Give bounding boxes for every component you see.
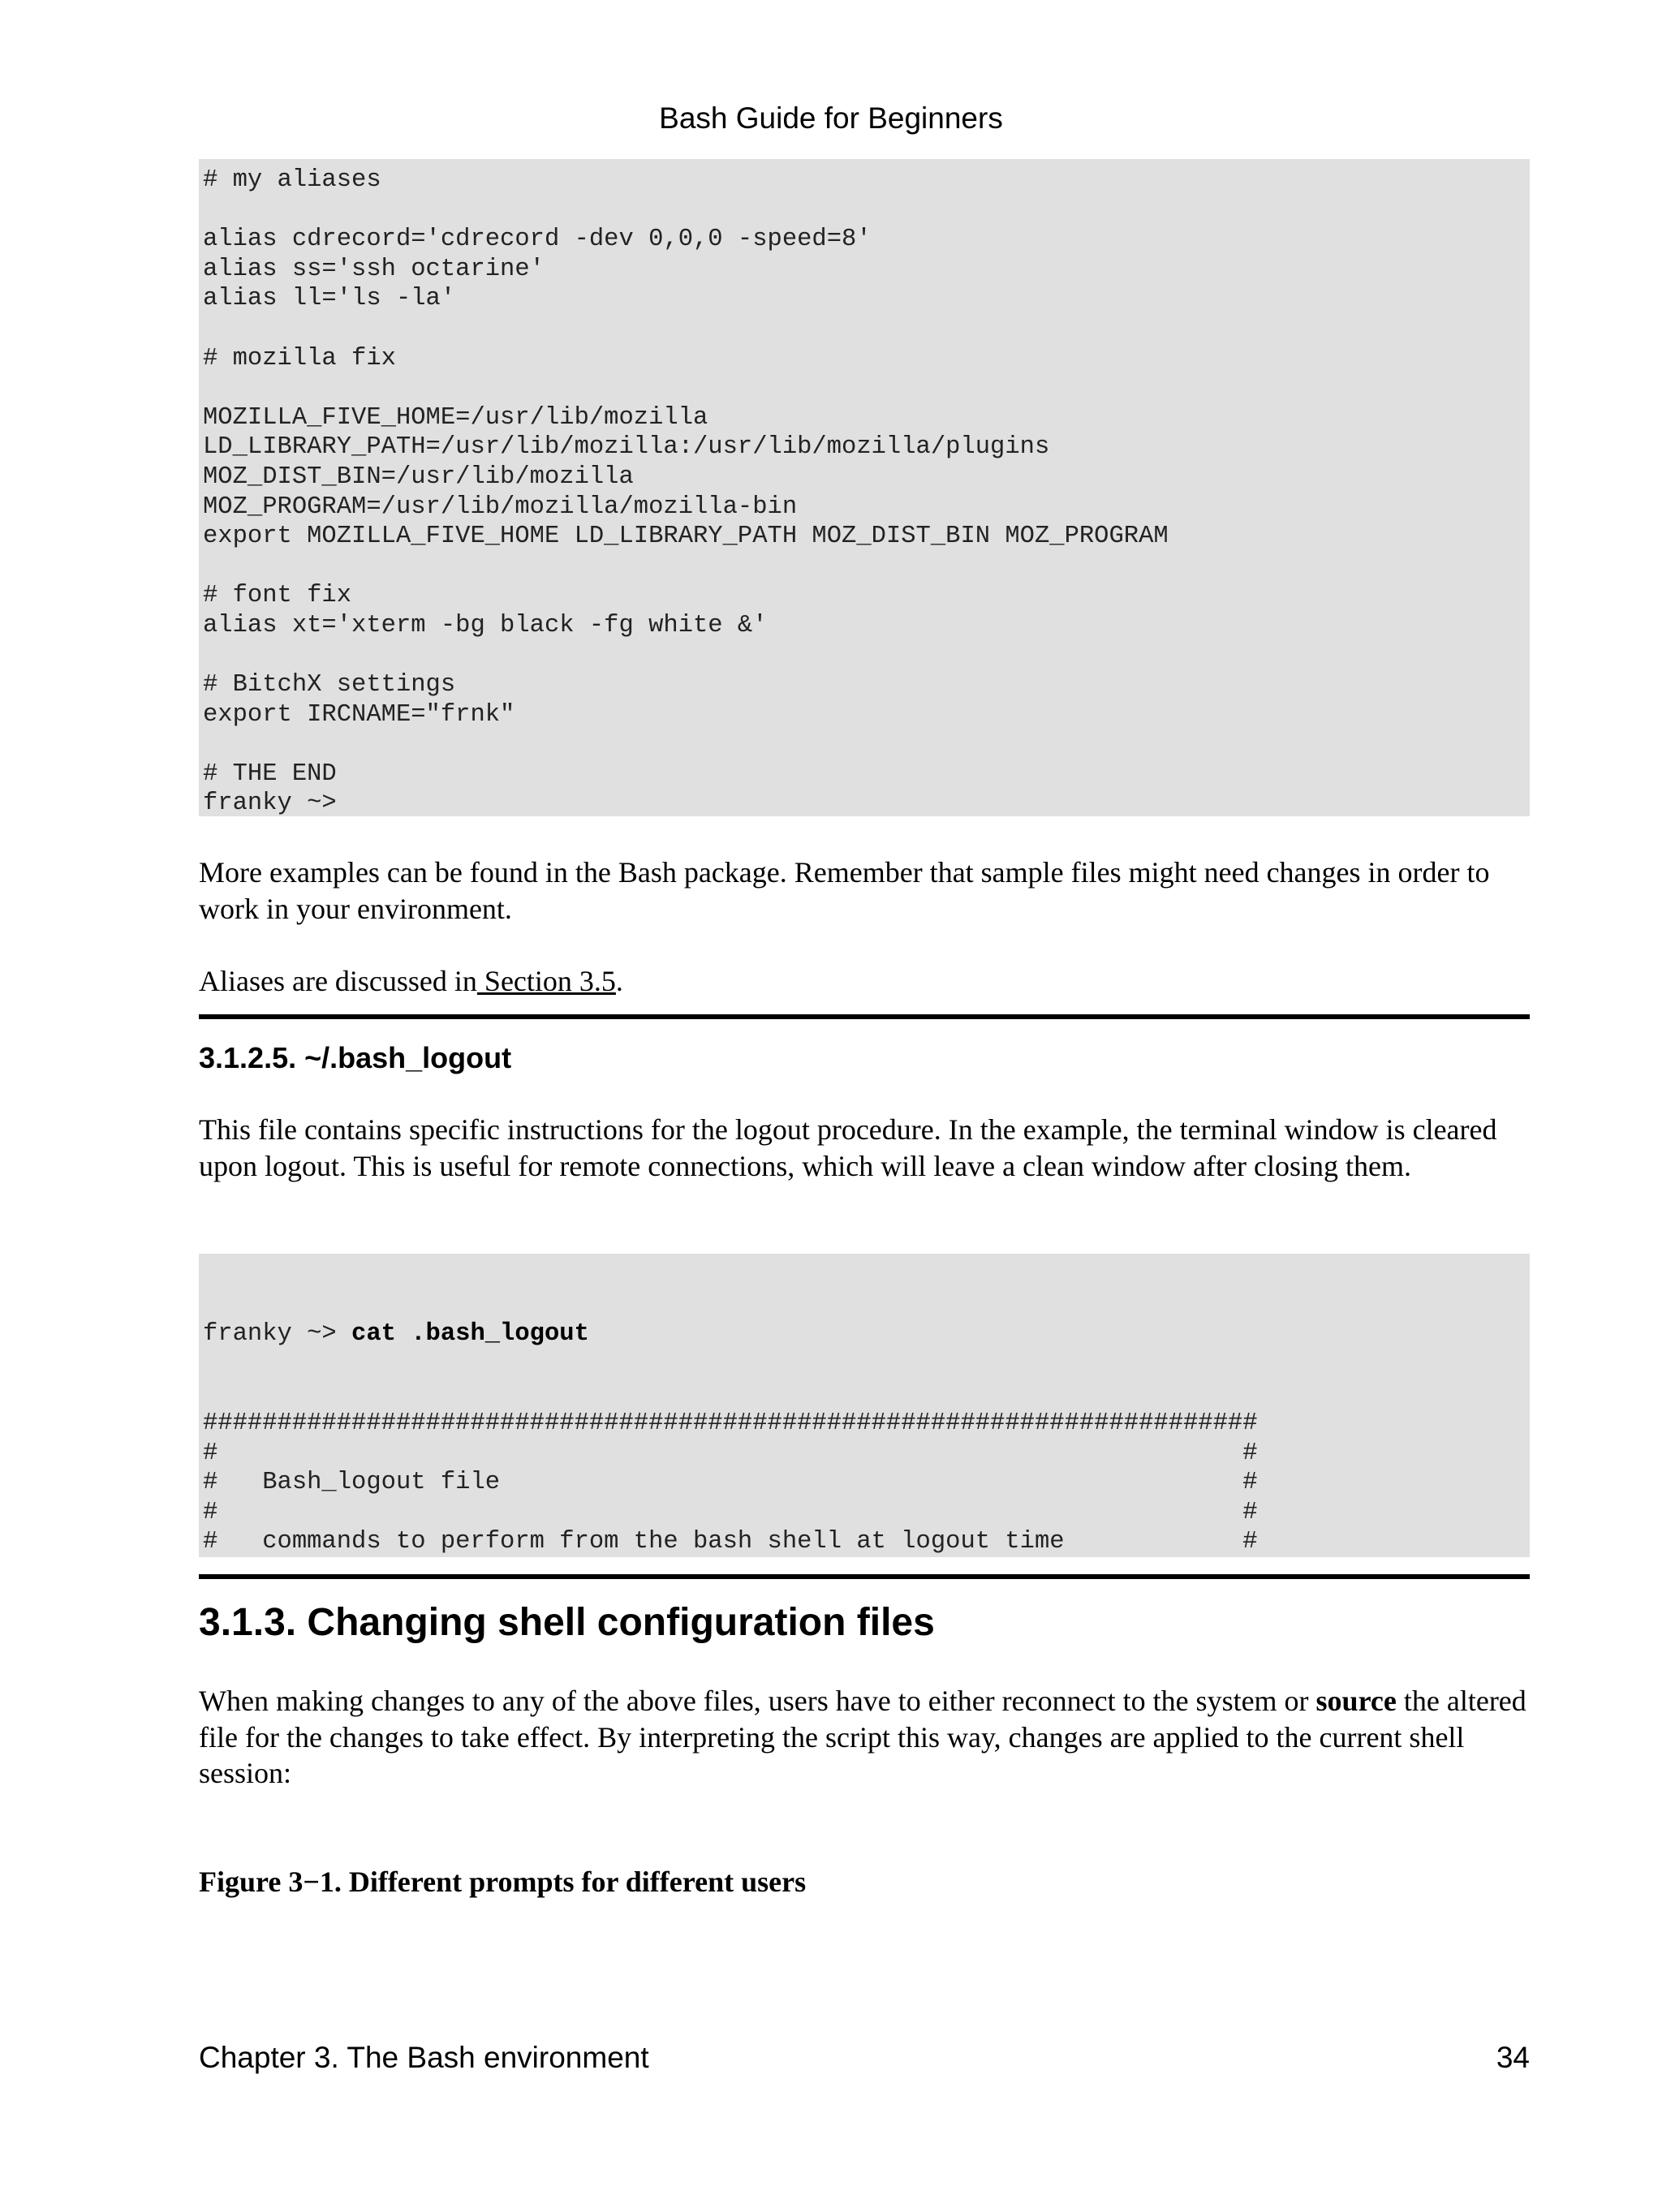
code-line: # font fix	[203, 582, 352, 610]
footer-page-number: 34	[1496, 2041, 1530, 2074]
code-line: # my aliases	[203, 166, 381, 194]
prompt-text: franky ~>	[203, 1320, 352, 1349]
code-line: #######################################################################	[203, 1409, 1258, 1437]
config-text-1: When making changes to any of the above files, users have to either reconnect to the system or	[199, 1685, 1316, 1717]
code-line: # commands to perform from the bash shell at logout time #	[203, 1528, 1258, 1556]
code-line	[203, 314, 1526, 344]
code-line: # THE END	[203, 760, 337, 788]
code-line: LD_LIBRARY_PATH=/usr/lib/mozilla:/usr/lib/mozilla/plugins	[203, 433, 1050, 462]
source-keyword: source	[1315, 1685, 1397, 1717]
paragraph-bash-logout: This file contains specific instructions for the logout procedure. In the example, the terminal window is cleared upon logout. This is useful for remote connections, which will leave a clean window after closing them.	[199, 1113, 1497, 1182]
code-line: MOZ_PROGRAM=/usr/lib/mozilla/mozilla-bin	[203, 493, 798, 521]
code-line: # BitchX settings	[203, 671, 456, 699]
aliases-text: Aliases are discussed in	[199, 965, 477, 997]
command-text: cat .bash_logout	[351, 1320, 589, 1349]
code-block-bashrc	[199, 159, 1530, 816]
code-line	[203, 729, 1526, 760]
config-text-2: the altered file for the changes to take effect. By interpreting the script this way, changes are applied to the current shell session:	[199, 1685, 1526, 1789]
figure-title: Figure 3−1. Different prompts for different users	[199, 1866, 807, 1898]
code-line: alias ll='ls -la'	[203, 285, 456, 313]
code-line	[203, 196, 1526, 226]
code-line	[203, 641, 1526, 671]
section-divider	[199, 1574, 1530, 1579]
code-line: franky ~>	[203, 790, 337, 816]
section-divider	[199, 1014, 1530, 1019]
paragraph-aliases	[199, 963, 1538, 1000]
code-line: alias ss='ssh octarine'	[203, 255, 545, 283]
code-block-bash-logout	[199, 1254, 1530, 1557]
paragraph-more-examples: More examples can be found in the Bash package. Remember that sample files might need changes in order to work in your environment.	[199, 856, 1490, 925]
heading-changing-config: 3.1.3. Changing shell configuration files	[199, 1601, 935, 1644]
paragraph-changing-config	[199, 1683, 1538, 1792]
section-3-5-link[interactable]: Section 3.5	[476, 965, 616, 997]
aliases-period: .	[615, 965, 623, 997]
code-line: export IRCNAME="frnk"	[203, 700, 515, 729]
footer-chapter: Chapter 3. The Bash environment	[199, 2041, 649, 2074]
code-line	[203, 373, 1526, 403]
code-line: # Bash_logout file #	[203, 1469, 1258, 1497]
code-line	[203, 552, 1526, 582]
code-line: alias cdrecord='cdrecord -dev 0,0,0 -speed=8'	[203, 226, 872, 254]
code-line: # mozilla fix	[203, 344, 396, 372]
code-line: # #	[203, 1498, 1258, 1526]
code-line-command	[203, 1319, 1526, 1349]
heading-bash-logout: 3.1.2.5. ~/.bash_logout	[199, 1041, 512, 1074]
code-line: export MOZILLA_FIVE_HOME LD_LIBRARY_PATH MOZ_DIST_BIN MOZ_PROGRAM	[203, 523, 1169, 551]
running-header: Bash Guide for Beginners	[659, 101, 1003, 135]
code-line: MOZILLA_FIVE_HOME=/usr/lib/mozilla	[203, 403, 708, 432]
code-line: MOZ_DIST_BIN=/usr/lib/mozilla	[203, 463, 634, 491]
code-line: # #	[203, 1439, 1258, 1467]
code-line: alias xt='xterm -bg black -fg white &'	[203, 611, 768, 639]
